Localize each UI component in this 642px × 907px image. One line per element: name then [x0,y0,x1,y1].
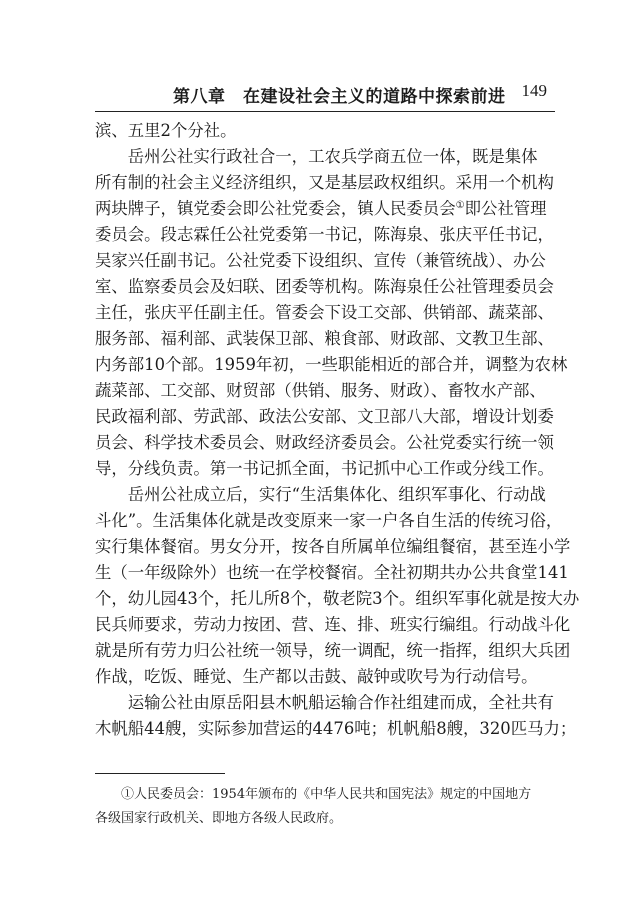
text-line: 内务部10个部。1959年初，一些职能相近的部合并，调整为农林 [95,355,568,374]
text-line: 主任，张庆平任副主任。管委会下设工交部、供销部、蔬菜部、 [95,303,554,322]
text-line: 吴家兴任副书记。公社党委下设组织、宣传（兼管统战）、办公 [95,251,546,270]
paragraph [95,690,577,742]
text-segment: 即公社管理 [464,199,547,218]
footnote [95,783,557,831]
paragraph [95,118,557,144]
paragraph [95,482,580,690]
text-line: 生（一年级除外）也统一在学校餐宿。全社初期共办公共食堂141 [95,563,569,582]
text-line: 导，分线负责。第一书记抓全面，书记抓中心工作或分线工作。 [95,459,554,478]
text-line: 服务部、福利部、武装保卫部、粮食部、财政部、文教卫生部、 [95,329,554,348]
header-rule [95,111,555,112]
text-line: 委员会。段志霖任公社党委第一书记，陈海泉、张庆平任书记， [95,225,554,244]
footnote-marker[interactable]: ① [455,200,465,211]
footnote-line: 各级国家行政机关、即地方各级人民政府。 [95,811,343,826]
text-line: 民兵师要求，劳动力按团、营、连、排、班实行编组。行动战斗化 [95,615,571,634]
footnote-rule [95,773,225,774]
chapter-title: 第八章 在建设社会主义的道路中探索前进 [173,87,506,107]
running-header [95,80,555,108]
text-line: 就是所有劳力归公社统一领导，统一调配，统一指挥，组织大兵团 [95,641,571,660]
text-segment: 两块牌子，镇党委会即公社党委会，镇人民委员会 [95,199,456,218]
text-line: 木帆船44艘，实际参加营运的4476吨；机帆船8艘，320匹马力； [95,719,577,738]
text-line: 运输公社由原岳阳县木帆船运输合作社组建而成，全社共有 [95,693,554,712]
paragraph [95,144,568,482]
footnote-line: ①人民委员会：1954年颁布的《中华人民共和国宪法》规定的中国地方 [95,787,532,802]
text-line: 民政福利部、劳武部、政法公安部、文卫部八大部，增设计划委 [95,407,554,426]
text-line: 作战，吃饭、睡觉、生产都以击鼓、敲钟或吹号为行动信号。 [95,667,538,686]
text-line: 蔬菜部、工交部、财贸部（供销、服务、财政）、畜牧水产部、 [95,381,546,400]
page-number: 149 [521,81,547,100]
text-line [95,196,557,222]
text-line: 岳州公社成立后，实行“生活集体化、组织军事化、行动战 [95,485,546,504]
text-line: 实行集体餐宿。男女分开，按各自所属单位编组餐宿，甚至连小学 [95,537,571,556]
text-line: 岳州公社实行政社合一，工农兵学商五位一体，既是集体 [95,147,538,166]
body-text [95,118,580,742]
text-line: 个，幼儿园43个，托儿所8个，敬老院3个。组织军事化就是按大办 [95,589,580,608]
text-line: 所有制的社会主义经济组织，又是基层政权组织。采用一个机构 [95,173,554,192]
text-line: 斗化”。生活集体化就是改变原来一家一户各自生活的传统习俗， [95,511,563,530]
text-line: 室、监察委员会及妇联、团委等机构。陈海泉任公社管理委员会 [95,277,554,296]
text-line: 员会、科学技术委员会、财政经济委员会。公社党委实行统一领 [95,433,554,452]
text-line: 滨、五里2个分社。 [95,121,237,140]
